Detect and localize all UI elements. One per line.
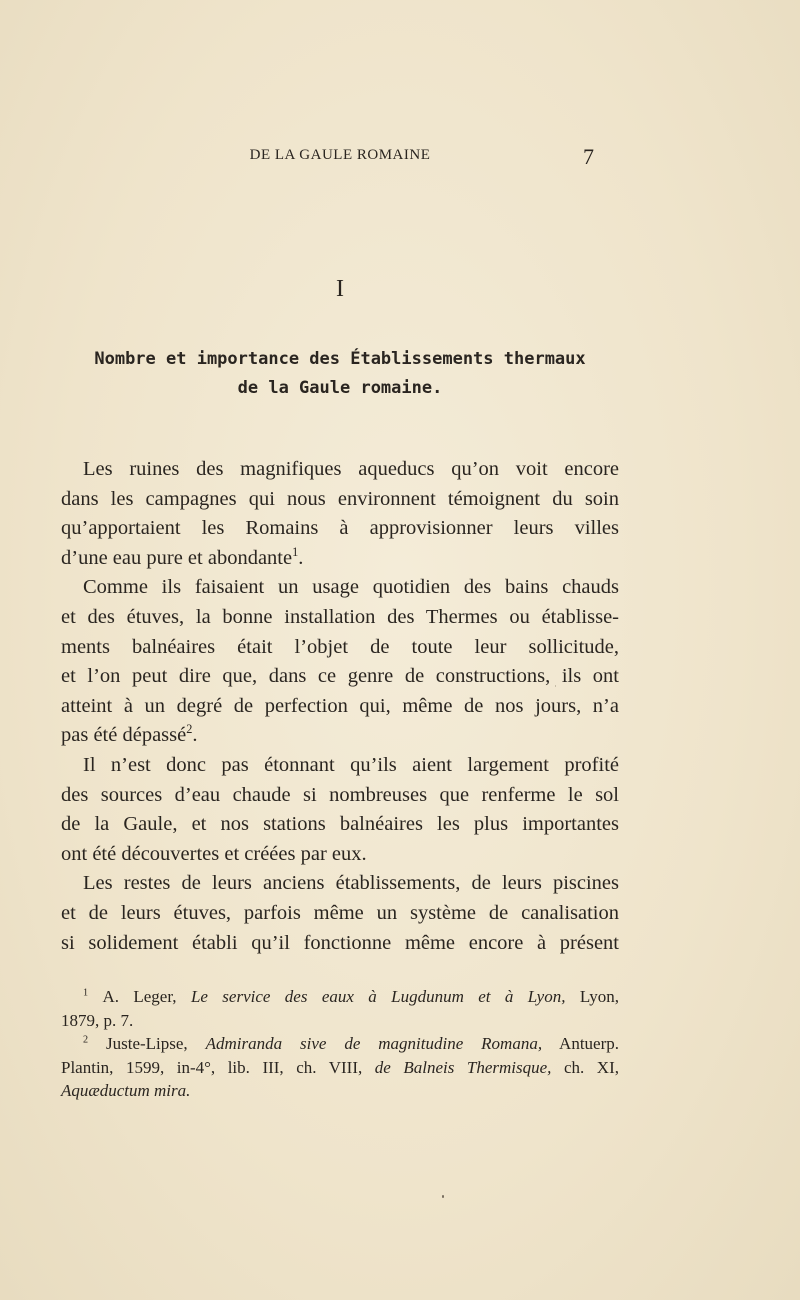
body-line: Les ruines des magnifiques aqueducs qu’on voit encore xyxy=(83,458,619,480)
footnote-2-line-2 xyxy=(61,1056,619,1080)
footnote-1-line-2: 1879, p. 7. xyxy=(61,1010,134,1030)
paper-speck xyxy=(442,1195,444,1198)
footnote-ref-2: 2 xyxy=(186,722,193,737)
footnote-text: Plantin, 1599, in-4°, lib. III, ch. VIII, xyxy=(61,1057,375,1077)
chapter-title-line-1: Nombre et importance des Établissements thermaux xyxy=(94,349,586,369)
footnote-2 xyxy=(61,1032,619,1056)
footnote-1 xyxy=(61,985,619,1009)
footnote-text: Antuerp. xyxy=(542,1034,619,1053)
paper-speck xyxy=(555,685,556,687)
body-line xyxy=(61,721,619,751)
body-line: Comme ils faisaient un usage quotidien des bains chauds xyxy=(83,576,619,599)
footnote-ref-1: 1 xyxy=(292,544,299,559)
footnote-title: Admiranda sive de magnitudine Romana, xyxy=(205,1034,543,1053)
period: . xyxy=(192,724,198,747)
body-line xyxy=(61,544,619,574)
body-line: des sources d’eau chaude si nombreuses que renferme le sol xyxy=(61,783,619,806)
body-line: et de leurs étuves, parfois même un système de canalisation xyxy=(61,901,619,924)
chapter-number: I xyxy=(336,276,344,302)
body-line: Les restes de leurs anciens établissements, de leurs piscines xyxy=(83,872,619,895)
running-head-title: DE LA GAULE ROMAINE xyxy=(249,147,431,163)
footnote-text: Lyon, xyxy=(565,987,620,1006)
page-number: 7 xyxy=(583,144,594,169)
body-line: et des étuves, la bonne installation des Thermes ou établisse- xyxy=(61,605,619,628)
body-line: atteint à un degré de perfection qui, même de nos jours, n’a xyxy=(61,694,619,717)
footnote-2-line-3 xyxy=(61,1079,619,1103)
footnote-mark-1: 1 xyxy=(83,987,89,999)
chapter-title-line-2: de la Gaule romaine. xyxy=(237,378,443,398)
body-text xyxy=(61,455,619,958)
footnote-title: Aquæductum mira. xyxy=(61,1081,191,1100)
footnote-mark-2: 2 xyxy=(83,1034,89,1046)
body-line: si solidement établi qu’il fonctionne même encore à présent xyxy=(61,931,619,954)
footnote-title: Le service des eaux à Lugdunum et à Lyon, xyxy=(190,987,566,1006)
footnote-title: de Balneis Thermisque, xyxy=(374,1057,552,1077)
body-line-text: d’une eau pure et abondante xyxy=(61,546,293,569)
period: . xyxy=(298,546,304,569)
body-line: Il n’est donc pas étonnant qu’ils aient largement profité xyxy=(83,753,619,776)
body-line: de la Gaule, et nos stations balnéaires les plus importantes xyxy=(61,813,619,836)
body-line: et l’on peut dire que, dans ce genre de constructions, ils ont xyxy=(61,665,619,688)
footnotes xyxy=(61,985,619,1103)
body-line: ont été découvertes et créées par eux. xyxy=(61,842,367,865)
body-line: qu’apportaient les Romains à approvisionner leurs villes xyxy=(61,517,619,540)
footnote-text: ch. XI, xyxy=(551,1057,619,1077)
body-line-text: pas été dépassé xyxy=(61,724,187,747)
footnote-text: Juste-Lipse, xyxy=(106,1034,206,1053)
body-line: dans les campagnes qui nous environnent témoignent du soin xyxy=(61,487,619,510)
body-line: ments balnéaires était l’objet de toute leur sollicitude, xyxy=(61,635,619,658)
footnote-text: A. Leger, xyxy=(102,987,191,1006)
chapter-title xyxy=(60,345,620,403)
